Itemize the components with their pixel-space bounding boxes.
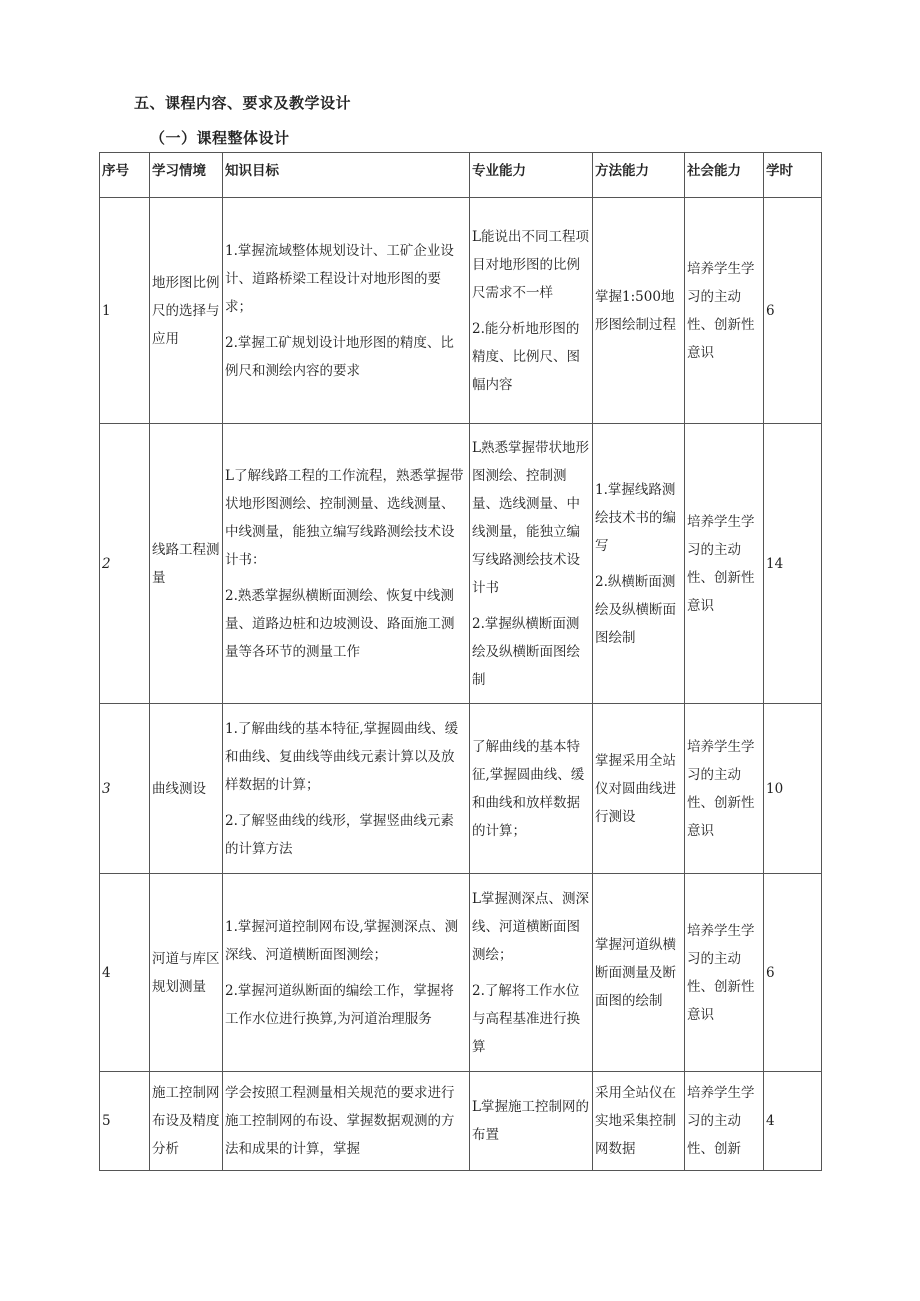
sub-title: （一）课程整体设计 bbox=[150, 129, 290, 147]
row-knowledge: 1.了解曲线的基本特征,掌握圆曲线、缓和曲线、复曲线等曲线元素计算以及放样数据的计算； 2.了解竖曲线的线形，掌握竖曲线元素的计算方法 bbox=[223, 704, 470, 874]
row-professional: L熟悉掌握带状地形图测绘、控制测量、选线测量、中线测量，能独立编写线路测绘技术设计书 2.掌握纵横断面测绘及纵横断面图绘制 bbox=[470, 424, 593, 704]
row-professional: L能说出不同工程项目对地形图的比例尺需求不一样 2.能分析地形图的精度、比例尺、图幅内容 bbox=[470, 198, 593, 424]
table-row bbox=[100, 704, 822, 874]
row-knowledge: 1.掌握流域整体规划设计、工矿企业设计、道路桥梁工程设计对地形图的要求； 2.掌握工矿规划设计地形图的精度、比例尺和测绘内容的要求 bbox=[223, 198, 470, 424]
row-method: 掌握1:500地形图绘制过程 bbox=[593, 198, 685, 424]
row-no: 2 bbox=[100, 424, 150, 704]
row-professional: L掌握施工控制网的布置 bbox=[470, 1072, 593, 1171]
table-header-row bbox=[100, 153, 822, 198]
row-social: 培养学生学习的主动性、创新性意识 bbox=[685, 704, 764, 874]
section-title: 五、课程内容、要求及教学设计 bbox=[134, 94, 352, 112]
row-social: 培养学生学习的主动性、创新 bbox=[685, 1072, 764, 1171]
row-method: 采用全站仪在实地采集控制网数据 bbox=[593, 1072, 685, 1171]
header-method: 方法能力 bbox=[593, 153, 685, 198]
row-no: 1 bbox=[100, 198, 150, 424]
row-situation: 线路工程测量 bbox=[150, 424, 223, 704]
row-social: 培养学生学习的主动性、创新性意识 bbox=[685, 874, 764, 1072]
row-situation: 河道与库区规划测量 bbox=[150, 874, 223, 1072]
header-hours: 学时 bbox=[764, 153, 822, 198]
header-situation: 学习情境 bbox=[150, 153, 223, 198]
table-row bbox=[100, 874, 822, 1072]
row-knowledge: L了解线路工程的工作流程，熟悉掌握带状地形图测绘、控制测量、选线测量、中线测量，能独立编写线路测绘技术设计书： 2.熟悉掌握纵横断面测绘、恢复中线测量、道路边桩和边坡测设、路面施工测量等各环节的测量工作 bbox=[223, 424, 470, 704]
row-situation: 地形图比例尺的选择与应用 bbox=[150, 198, 223, 424]
course-design-table bbox=[99, 152, 822, 1171]
row-method: 掌握采用全站仪对圆曲线进行测设 bbox=[593, 704, 685, 874]
row-hours: 14 bbox=[764, 424, 822, 704]
row-hours: 6 bbox=[764, 874, 822, 1072]
table-row bbox=[100, 1072, 822, 1171]
header-professional: 专业能力 bbox=[470, 153, 593, 198]
row-method: 1.掌握线路测绘技术书的编写 2.纵横断面测绘及纵横断面图绘制 bbox=[593, 424, 685, 704]
row-hours: 10 bbox=[764, 704, 822, 874]
row-situation: 曲线测设 bbox=[150, 704, 223, 874]
row-hours: 6 bbox=[764, 198, 822, 424]
row-professional: L掌握测深点、测深线、河道横断面图测绘； 2.了解将工作水位与高程基准进行换算 bbox=[470, 874, 593, 1072]
header-knowledge: 知识目标 bbox=[223, 153, 470, 198]
row-no: 4 bbox=[100, 874, 150, 1072]
row-knowledge: 1.掌握河道控制网布设,掌握测深点、测深线、河道横断面图测绘； 2.掌握河道纵断面的编绘工作，掌握将工作水位进行换算,为河道治理服务 bbox=[223, 874, 470, 1072]
row-no: 3 bbox=[100, 704, 150, 874]
header-social: 社会能力 bbox=[685, 153, 764, 198]
row-social: 培养学生学习的主动性、创新性意识 bbox=[685, 424, 764, 704]
table-row bbox=[100, 198, 822, 424]
row-social: 培养学生学习的主动性、创新性意识 bbox=[685, 198, 764, 424]
row-knowledge: 学会按照工程测量相关规范的要求进行施工控制网的布设、掌握数据观测的方法和成果的计算，掌握 bbox=[223, 1072, 470, 1171]
header-no: 序号 bbox=[100, 153, 150, 198]
row-method: 掌握河道纵横断面测量及断面图的绘制 bbox=[593, 874, 685, 1072]
row-no: 5 bbox=[100, 1072, 150, 1171]
row-professional: 了解曲线的基本特征,掌握圆曲线、缓和曲线和放样数据的计算； bbox=[470, 704, 593, 874]
table-row bbox=[100, 424, 822, 704]
row-hours: 4 bbox=[764, 1072, 822, 1171]
row-situation: 施工控制网布设及精度分析 bbox=[150, 1072, 223, 1171]
